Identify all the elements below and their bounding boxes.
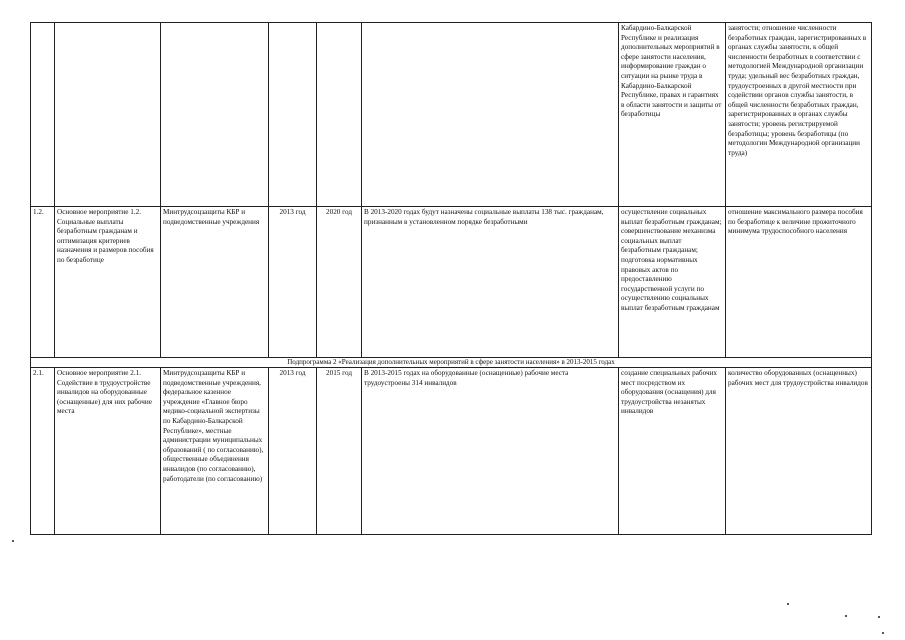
cell-empty xyxy=(31,23,55,207)
program-table xyxy=(30,22,872,535)
scan-speck xyxy=(878,616,880,618)
table-row-1-2 xyxy=(31,207,872,358)
cell-measure-name: Основное мероприятие 2.1. Содействие в трудоустройстве инвалидов на оборудованные (оснащенные) для них рабочие места xyxy=(55,368,161,535)
cell-main-aspects: осуществление социальных выплат безработным гражданам; совершенствование механизма социальных выплат безработным гражданам; подготовка нормативных правовых актов по предоставлению государственной услуги по осуществлению социальных выплат безработным гражданам xyxy=(619,207,726,358)
cell-number: 1.2. xyxy=(31,207,55,358)
scan-speck xyxy=(845,615,847,617)
cell-indicators-continued: занятости; отношение численности безработных граждан, зарегистрированных в органах службы занятости, к общей численности безработных в соответствии с методологией Международной организации труда; удельный вес безработных граждан, трудоустроенных в другой местности при содействии органов службы занятости, в общей численности безработных граждан, зарегистрированных в органах службы занятости; уровень регистрируемой безработицы; уровень безработицы (по методологии Международной организации труда) xyxy=(726,23,872,207)
cell-empty xyxy=(317,23,362,207)
cell-end-year: 2015 год xyxy=(317,368,362,535)
table-row-subprogram xyxy=(31,358,872,368)
cell-indicators: отношение максимального размера пособия по безработице к величине прожиточного минимума трудоспособного населения xyxy=(726,207,872,358)
cell-measure-name: Основное мероприятие 1.2. Социальные выплаты безработным гражданам и оптимизация критериев назначения и размеров пособия по безработице xyxy=(55,207,161,358)
cell-executor: Минтрудсоцзащиты КБР и подведомственные учреждения, федеральное казенное учреждение «Главное бюро медико-социальной экспертизы по Кабардино-Балкарской Республике», местные администрации муниципальных образований ( по согласованию), общественные объединения инвалидов (по согласованию), работодатели (по согласованию) xyxy=(161,368,269,535)
cell-indicators: количество оборудованных (оснащенных) рабочих мест для трудоустройства инвалидов xyxy=(726,368,872,535)
cell-end-year: 2020 год xyxy=(317,207,362,358)
table-row-2-1 xyxy=(31,368,872,535)
cell-start-year: 2013 год xyxy=(269,368,317,535)
cell-aspects-continued: Кабардино-Балкарской Республике и реализация дополнительных мероприятий в сфере занятости населения, информирование граждан о ситуации на рынке труда в Кабардино-Балкарской Республике, правах и гарантиях в области занятости и защиты от безработицы xyxy=(619,23,726,207)
cell-number: 2.1. xyxy=(31,368,55,535)
scan-speck xyxy=(12,540,14,542)
cell-empty xyxy=(55,23,161,207)
cell-expected-result: В 2013-2015 годах на оборудованные (оснащенные) рабочие места трудоустроены 314 инвалидов xyxy=(362,368,619,535)
cell-empty xyxy=(269,23,317,207)
cell-main-aspects: создание специальных рабочих мест посредством их оборудования (оснащения) для трудоустройства незанятых инвалидов xyxy=(619,368,726,535)
cell-empty xyxy=(362,23,619,207)
table-row-continuation xyxy=(31,23,872,207)
cell-expected-result: В 2013-2020 годах будут назначены социальные выплаты 138 тыс. гражданам, признанным в установленном порядке безработными xyxy=(362,207,619,358)
subprogram-title: Подпрограмма 2 «Реализация дополнительных мероприятий в сфере занятости населения» в 2013-2015 годах xyxy=(31,358,872,368)
cell-empty xyxy=(161,23,269,207)
scan-speck xyxy=(882,632,884,634)
cell-executor: Минтрудсоцзащиты КБР и подведомственные учреждения xyxy=(161,207,269,358)
scan-speck xyxy=(787,603,789,605)
cell-start-year: 2013 год xyxy=(269,207,317,358)
